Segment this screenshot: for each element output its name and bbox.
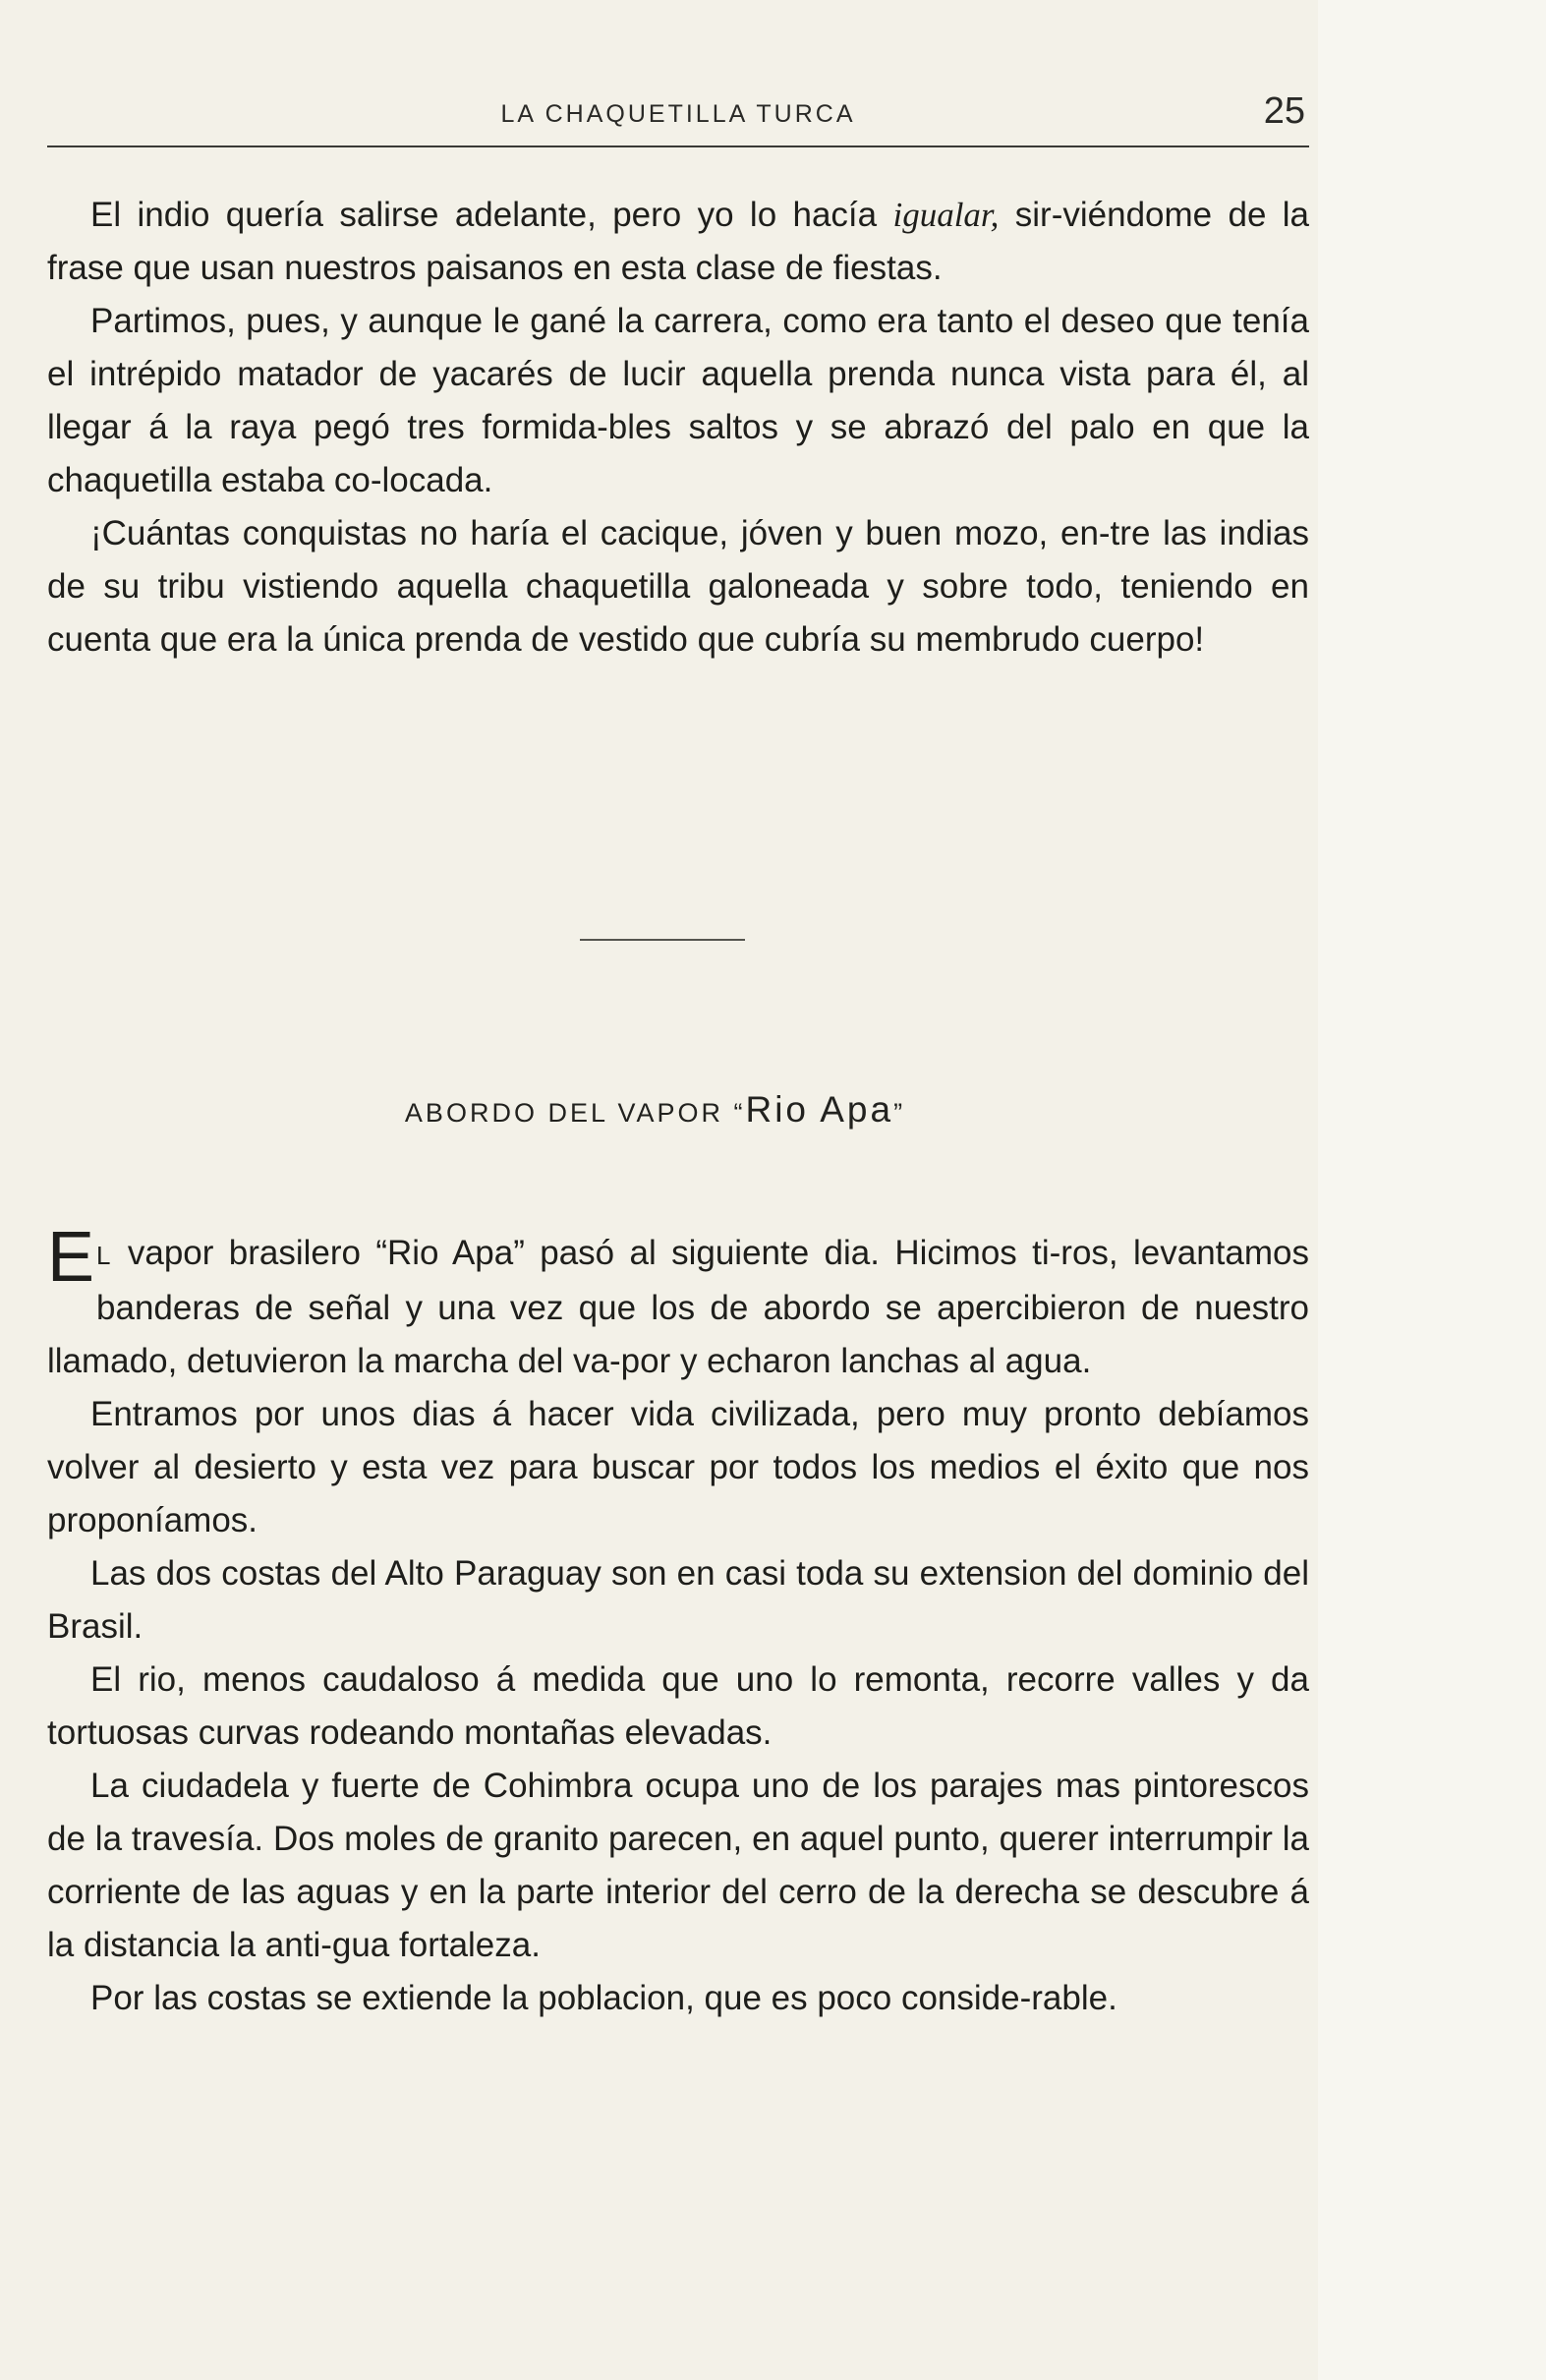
paragraph-text: sir-viéndome de la frase que usan nuestros paisanos en esta clase de fiestas.: [47, 196, 1309, 287]
paragraph: [47, 189, 1309, 295]
paragraph-text: vapor brasilero “Rio Apa” pasó al siguiente dia. Hicimos ti-ros, levantamos banderas de señal y una vez que los de abordo se apercibieron de nuestro llamado, detuvieron la marcha del va-por y echaron lanchas al agua.: [47, 1234, 1309, 1380]
italic-word: igualar,: [892, 196, 1000, 234]
paragraph: La ciudadela y fuerte de Cohimbra ocupa uno de los parajes mas pintorescos de la travesía. Dos moles de granito parecen, en aquel punto, querer interrumpir la corriente de las aguas y en la parte interior del cerro de la derecha se descubre á la distancia la anti-gua fortaleza.: [47, 1767, 1309, 1964]
page-margin: [1318, 0, 1546, 2380]
text-block-rio-apa: [47, 1218, 1309, 2025]
paragraph: ¡Cuántas conquistas no haría el cacique, jóven y buen mozo, en-tre las indias de su tribu vistiendo aquella chaquetilla galoneada y sobre todo, teniendo en cuenta que era la única prenda de vestido que cubría su membrudo cuerpo!: [47, 514, 1309, 659]
page-header: [47, 90, 1309, 147]
paragraph-text: El indio quería salirse adelante, pero yo lo hacía: [90, 196, 893, 234]
running-title: LA CHAQUETILLA TURCA: [500, 100, 856, 128]
heading-ship-name: Rio Apa: [745, 1089, 894, 1130]
paragraph: Partimos, pues, y aunque le gané la carrera, como era tanto el deseo que tenía el intrépido matador de yacarés de lucir aquella prenda nunca vista para él, al llegar á la raya pegó tres formida-bles saltos y se abrazó del palo en que la chaquetilla estaba co-locada.: [47, 302, 1309, 499]
paragraph: Entramos por unos dias á hacer vida civilizada, pero muy pronto debíamos volver al desierto y esta vez para buscar por todos los medios el éxito que nos proponíamos.: [47, 1395, 1309, 1539]
text-block-chaquetilla: [47, 189, 1309, 667]
paragraph: [47, 1218, 1309, 1388]
heading-close-quote: ”: [893, 1098, 906, 1128]
heading-prefix: ABORDO DEL VAPOR “: [404, 1098, 746, 1128]
paragraph: El rio, menos caudaloso á medida que uno lo remonta, recorre valles y da tortuosas curvas rodeando montañas elevadas.: [47, 1660, 1309, 1752]
drop-cap-rest: L: [96, 1241, 113, 1270]
page-number: 25: [1263, 90, 1305, 132]
drop-cap: E: [47, 1218, 95, 1297]
section-divider: [580, 939, 745, 941]
paragraph: Las dos costas del Alto Paraguay son en casi toda su extension del dominio del Brasil.: [47, 1554, 1309, 1646]
paragraph: Por las costas se extiende la poblacion, que es poco conside-rable.: [90, 1979, 1117, 2017]
section-heading: [0, 1089, 1310, 1131]
